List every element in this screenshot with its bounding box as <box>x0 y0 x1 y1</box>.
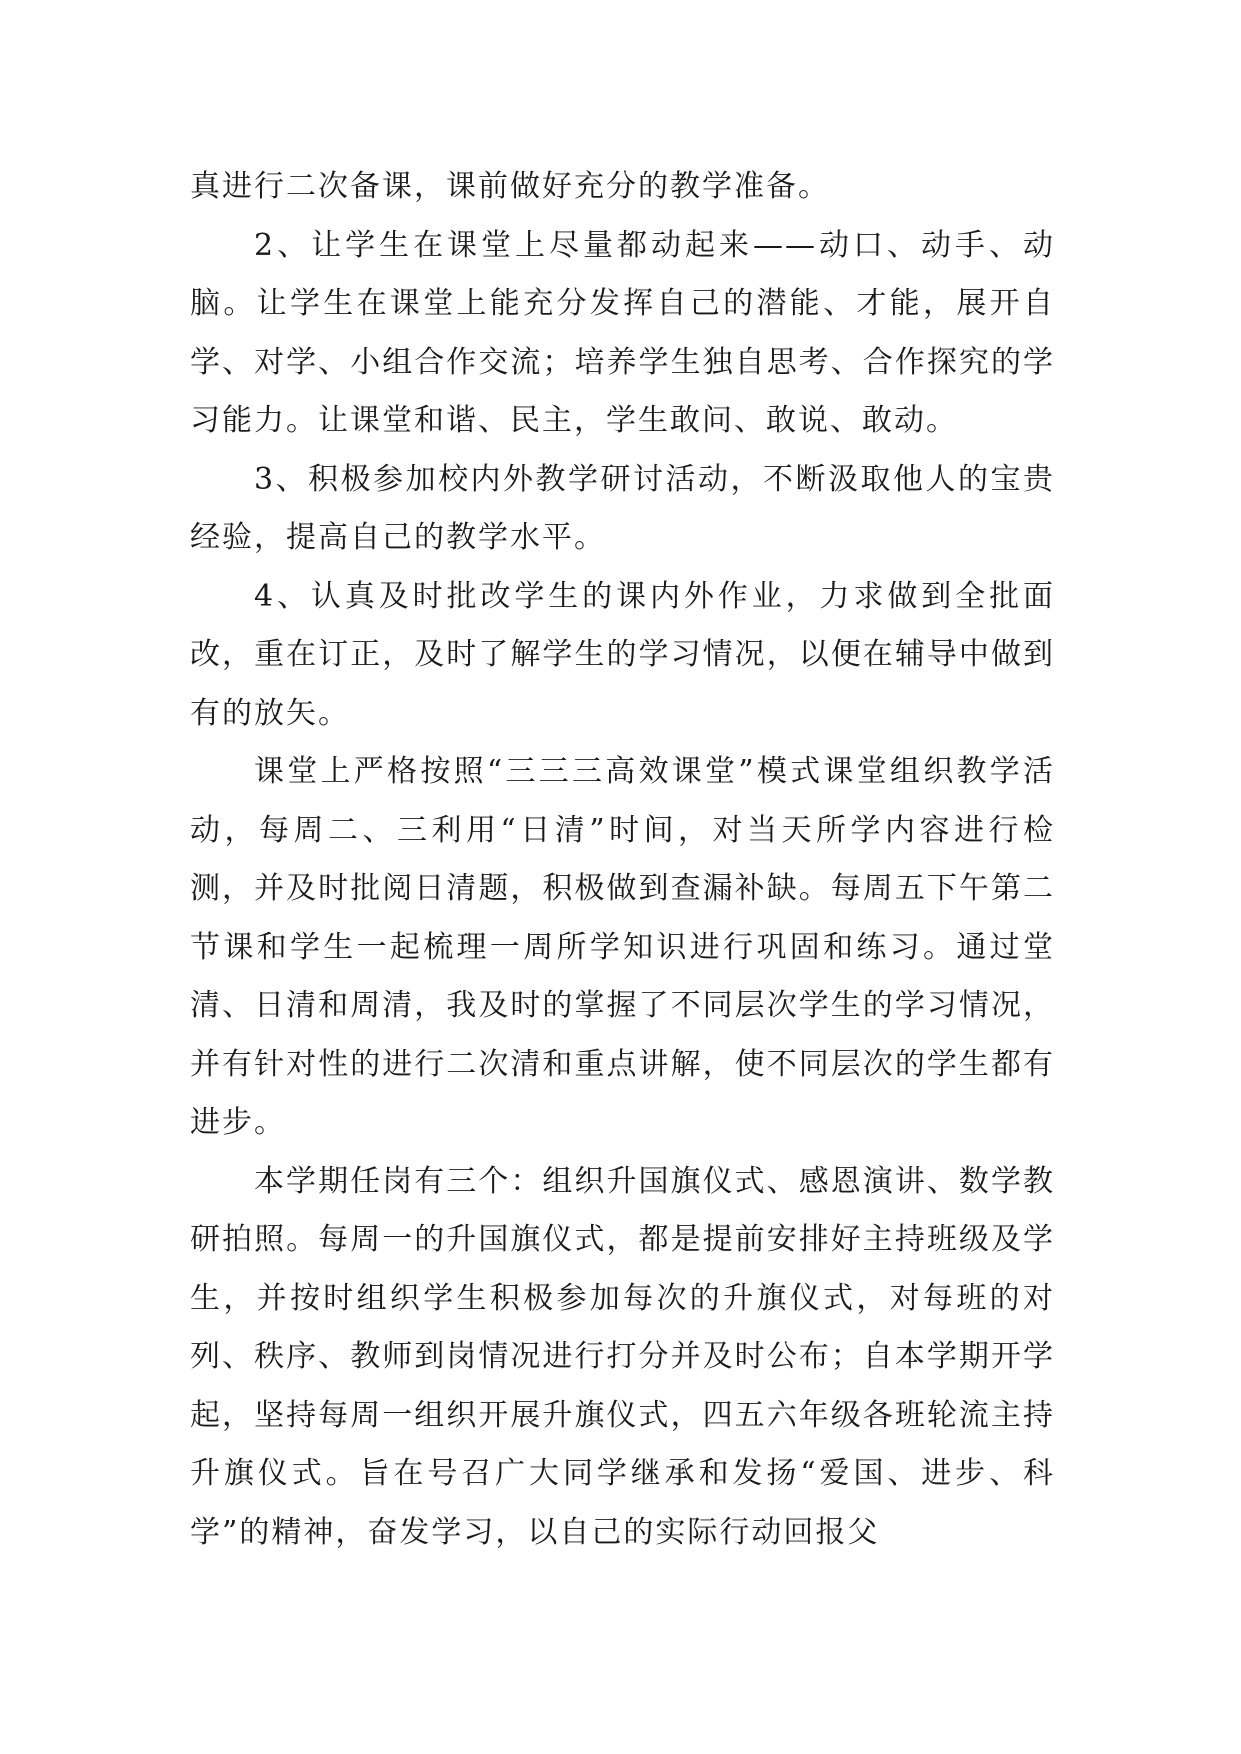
document-page <box>190 158 1055 1562</box>
paragraph-6: 本学期任岗有三个：组织升国旗仪式、感恩演讲、数学教研拍照。每周一的升国旗仪式，都是提前安排好主持班级及学生，并按时组织学生积极参加每次的升旗仪式，对每班的对列、秩序、教师到岗情况进行打分并及时公布；自本学期开学起，坚持每周一组织开展升旗仪式，四五六年级各班轮流主持升旗仪式。旨在号召广大同学继承和发扬“爱国、进步、科学”的精神，奋发学习，以自己的实际行动回报父 <box>190 1163 1055 1550</box>
paragraph-4: 4、认真及时批改学生的课内外作业，力求做到全批面改，重在订正，及时了解学生的学习情况，以便在辅导中做到有的放矢。 <box>190 578 1055 731</box>
paragraph-2: 2、让学生在课堂上尽量都动起来——动口、动手、动脑。让学生在课堂上能充分发挥自己的潜能、才能，展开自学、对学、小组合作交流；培养学生独自思考、合作探究的学习能力。让课堂和谐、民主，学生敢问、敢说、敢动。 <box>190 227 1055 438</box>
paragraph-1: 真进行二次备课，课前做好充分的教学准备。 <box>190 169 830 204</box>
paragraph-3: 3、积极参加校内外教学研讨活动，不断汲取他人的宝贵经验，提高自己的教学水平。 <box>190 461 1055 555</box>
paragraph-5: 课堂上严格按照“三三三高效课堂”模式课堂组织教学活动，每周二、三利用“日清”时间，对当天所学内容进行检测，并及时批阅日清题，积极做到查漏补缺。每周五下午第二节课和学生一起梳理一周所学知识进行巩固和练习。通过堂清、日清和周清，我及时的掌握了不同层次学生的学习情况，并有针对性的进行二次清和重点讲解，使不同层次的学生都有进步。 <box>190 754 1055 1140</box>
